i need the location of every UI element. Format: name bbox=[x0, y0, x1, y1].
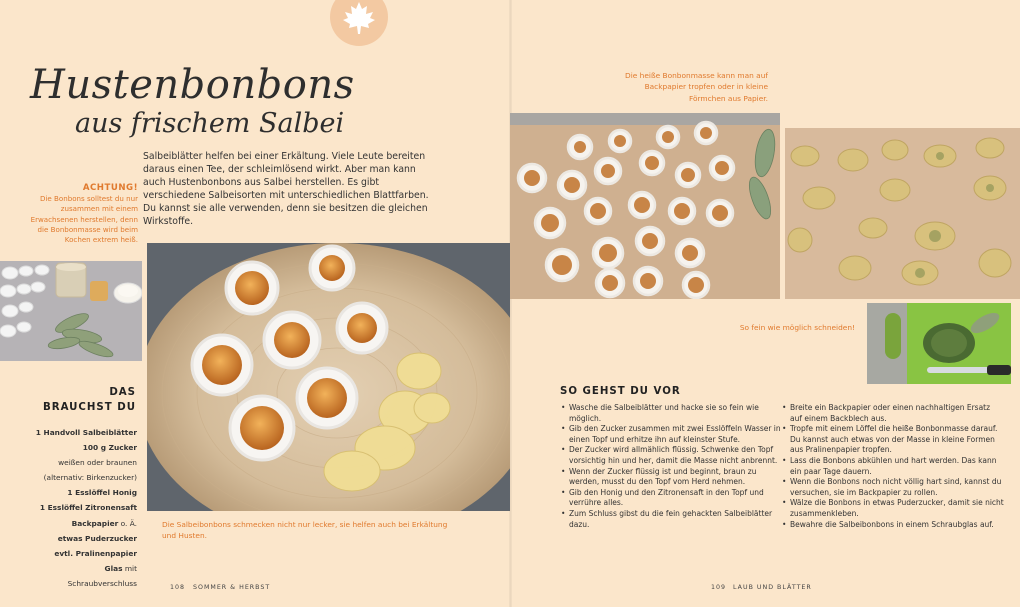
step-item: • Bewahre die Salbeibonbons in einem Schraubglas auf. bbox=[782, 520, 1004, 531]
step-item: • Wälze die Bonbons in etwas Puderzucker, damit sie nicht zusammenkleben. bbox=[782, 498, 1004, 519]
ingredients-heading-line-1: DAS bbox=[109, 387, 136, 398]
steps-column-2 bbox=[782, 403, 1004, 530]
baking-paper-drops-photo bbox=[785, 128, 1020, 299]
ingredients-heading-line-2: BRAUCHST DU bbox=[42, 402, 136, 414]
main-photo-caption: Die Salbeibonbons schmecken nicht nur lecker, sie helfen auch bei Erkältung und Husten. bbox=[162, 520, 448, 541]
cutting-caption: So fein wie möglich schneiden! bbox=[739, 323, 855, 332]
step-item: • Gib den Zucker zusammen mit zwei Esslöffeln Wasser in einen Topf und erhitze ihn auf kleinster Stufe. bbox=[561, 424, 783, 445]
chopped-sage-photo bbox=[867, 303, 1011, 384]
ingredient-item: 100 g Zucker bbox=[82, 443, 137, 453]
ingredient-item: evtl. Pralinenpapier bbox=[54, 548, 137, 558]
warning-text: Die Bonbons solltest du nur zusammen mit einem Erwachsenen herstellen, denn die Bonbonmasse wird beim Kochen extrem heiß. bbox=[30, 194, 138, 245]
step-item: • Zum Schluss gibst du die fein gehackten Salbeiblätter dazu. bbox=[561, 509, 783, 530]
ingredient-item: (alternativ: Birkenzucker) bbox=[43, 473, 137, 483]
ingredient-item: weißen oder braunen bbox=[58, 458, 137, 468]
step-item: • Wasche die Salbeiblätter und hacke sie so fein wie möglich. bbox=[561, 403, 783, 424]
title-line-2: aus frischem Salbei bbox=[75, 108, 345, 139]
step-item: • Gib den Honig und den Zitronensaft in den Topf und verrühre alles. bbox=[561, 488, 783, 509]
ingredient-item: Backpapier o. Ä. bbox=[71, 518, 137, 528]
ingredient-item: 1 Esslöffel Zitronensaft bbox=[39, 503, 137, 513]
top-photo-caption: Die heiße Bonbonmasse kann man auf Backpapier tropfen oder in kleine Förmchen aus Papier. bbox=[625, 71, 768, 103]
running-head-right: LAUB UND BLÄTTER bbox=[733, 584, 812, 591]
ingredient-item: 1 Esslöffel Honig bbox=[67, 488, 137, 498]
ingredient-item: Schraubverschluss bbox=[67, 578, 137, 588]
ingredients-photo bbox=[0, 261, 142, 361]
intro-paragraph: Salbeiblätter helfen bei einer Erkältung. Viele Leute bereiten daraus einen Tee, der schleimlösend wirkt. Aber man kann auch Hustenbonbons aus Salbei herstellen. Es gibt verschiedene Salbeisorten mit unterschiedlichen Blattfarben. Du kannst sie alle verwenden, denn sie besitzen die gleichen Wirkstoffe. bbox=[143, 151, 429, 228]
ingredient-item: 1 Handvoll Salbeiblätter bbox=[35, 428, 137, 437]
maple-leaf-badge bbox=[330, 0, 388, 46]
step-item: • Lass die Bonbons abkühlen und hart werden. Das kann ein paar Tage dauern. bbox=[782, 456, 1004, 477]
title-line-1: Hustenbonbons bbox=[30, 62, 355, 108]
paper-cups-photo bbox=[510, 113, 780, 299]
page-number-right: 109 bbox=[711, 584, 727, 591]
maple-leaf-icon bbox=[330, 0, 388, 46]
ingredients-list bbox=[18, 425, 137, 591]
step-item: • Der Zucker wird allmählich flüssig. Schwenke den Topf vorsichtig hin und her, damit die Masse nicht anbrennt. bbox=[561, 445, 783, 466]
steps-column-1 bbox=[561, 403, 783, 530]
main-candy-photo bbox=[147, 243, 510, 511]
steps-heading: SO GEHST DU VOR bbox=[560, 386, 681, 397]
ingredients-heading bbox=[40, 385, 136, 415]
warning-heading: ACHTUNG! bbox=[82, 183, 138, 193]
ingredient-item: Glas mit bbox=[104, 563, 137, 573]
step-item: • Wenn die Bonbons noch nicht völlig hart sind, kannst du versuchen, sie im Backpapier zu rollen. bbox=[782, 477, 1004, 498]
step-item: • Breite ein Backpapier oder einen nachhaltigen Ersatz auf einem Backblech aus. bbox=[782, 403, 1004, 424]
step-item: • Tropfe mit einem Löffel die heiße Bonbonmasse darauf. Du kannst auch etwas von der Masse in kleine Formen aus Pralinenpapier tropfen. bbox=[782, 424, 1004, 456]
running-head-left: SOMMER & HERBST bbox=[193, 584, 271, 591]
page-number-left: 108 bbox=[170, 584, 186, 591]
step-item: • Wenn der Zucker flüssig ist und beginnt, braun zu werden, musst du den Topf vom Herd nehmen. bbox=[561, 467, 783, 488]
ingredient-item: etwas Puderzucker bbox=[57, 533, 137, 543]
